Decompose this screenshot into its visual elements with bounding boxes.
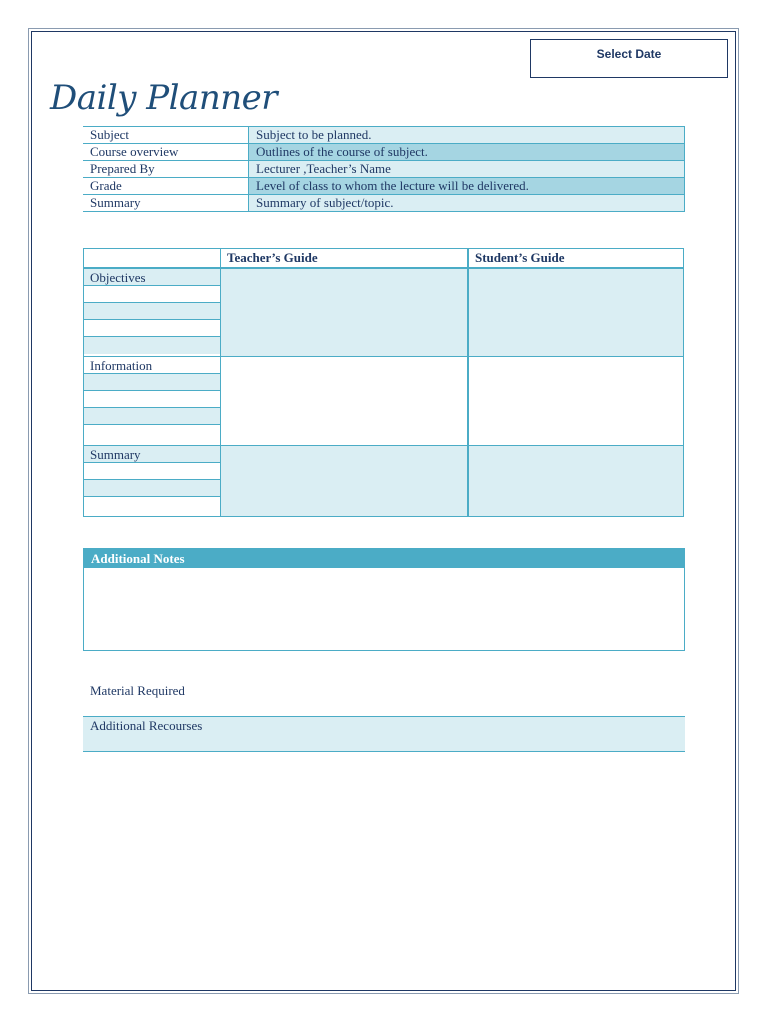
info-value-field[interactable]: Summary of subject/topic. <box>249 195 685 212</box>
summary-line[interactable] <box>84 480 220 497</box>
guide-section-objectives <box>84 269 683 357</box>
info-row-summary <box>83 195 685 212</box>
info-row-grade <box>83 178 685 195</box>
students-guide-information-cell[interactable] <box>469 357 683 445</box>
section-label-objectives: Objectives <box>84 269 220 286</box>
material-required-label: Material Required <box>90 683 185 698</box>
additional-notes-heading: Additional Notes <box>84 549 684 568</box>
info-row-subject <box>83 127 685 144</box>
info-value-field[interactable]: Subject to be planned. <box>249 127 685 144</box>
students-guide-header: Student’s Guide <box>475 250 565 265</box>
info-label: Prepared By <box>83 161 249 178</box>
information-line[interactable] <box>84 425 220 442</box>
select-date-field[interactable]: Select Date <box>530 39 728 78</box>
guide-section-information <box>84 357 683 446</box>
summary-line[interactable] <box>84 497 220 514</box>
guide-header-row <box>84 249 683 269</box>
info-value-field[interactable]: Lecturer ,Teacher’s Name <box>249 161 685 178</box>
objective-line[interactable] <box>84 303 220 320</box>
info-label: Subject <box>83 127 249 144</box>
students-guide-summary-cell[interactable] <box>469 446 683 516</box>
info-label: Summary <box>83 195 249 212</box>
teachers-guide-information-cell[interactable] <box>221 357 469 445</box>
section-label-information: Information <box>84 357 220 374</box>
objective-line[interactable] <box>84 320 220 337</box>
summary-cells <box>84 446 221 516</box>
information-line[interactable] <box>84 374 220 391</box>
information-cells <box>84 357 221 445</box>
objectives-cells <box>84 269 221 356</box>
guide-section-summary <box>84 446 683 516</box>
additional-resources-field[interactable]: Additional Recourses <box>83 716 685 752</box>
section-label-summary: Summary <box>84 446 220 463</box>
teachers-guide-objectives-cell[interactable] <box>221 269 469 356</box>
teachers-guide-header: Teacher’s Guide <box>221 249 469 267</box>
guide-header-blank <box>84 249 221 267</box>
info-value-field[interactable]: Level of class to whom the lecture will be delivered. <box>249 178 685 195</box>
info-value-field[interactable]: Outlines of the course of subject. <box>249 144 685 161</box>
summary-line[interactable] <box>84 463 220 480</box>
teachers-guide-summary-cell[interactable] <box>221 446 469 516</box>
info-row-course-overview <box>83 144 685 161</box>
info-row-prepared-by <box>83 161 685 178</box>
info-label: Course overview <box>83 144 249 161</box>
info-label: Grade <box>83 178 249 195</box>
information-line[interactable] <box>84 391 220 408</box>
additional-notes-box[interactable] <box>83 548 685 651</box>
objective-line[interactable] <box>84 337 220 354</box>
guide-table <box>83 248 684 517</box>
page-title: Daily Planner <box>50 78 277 118</box>
objective-line[interactable] <box>84 286 220 303</box>
information-line[interactable] <box>84 408 220 425</box>
info-table <box>83 126 685 212</box>
students-guide-objectives-cell[interactable] <box>469 269 683 356</box>
